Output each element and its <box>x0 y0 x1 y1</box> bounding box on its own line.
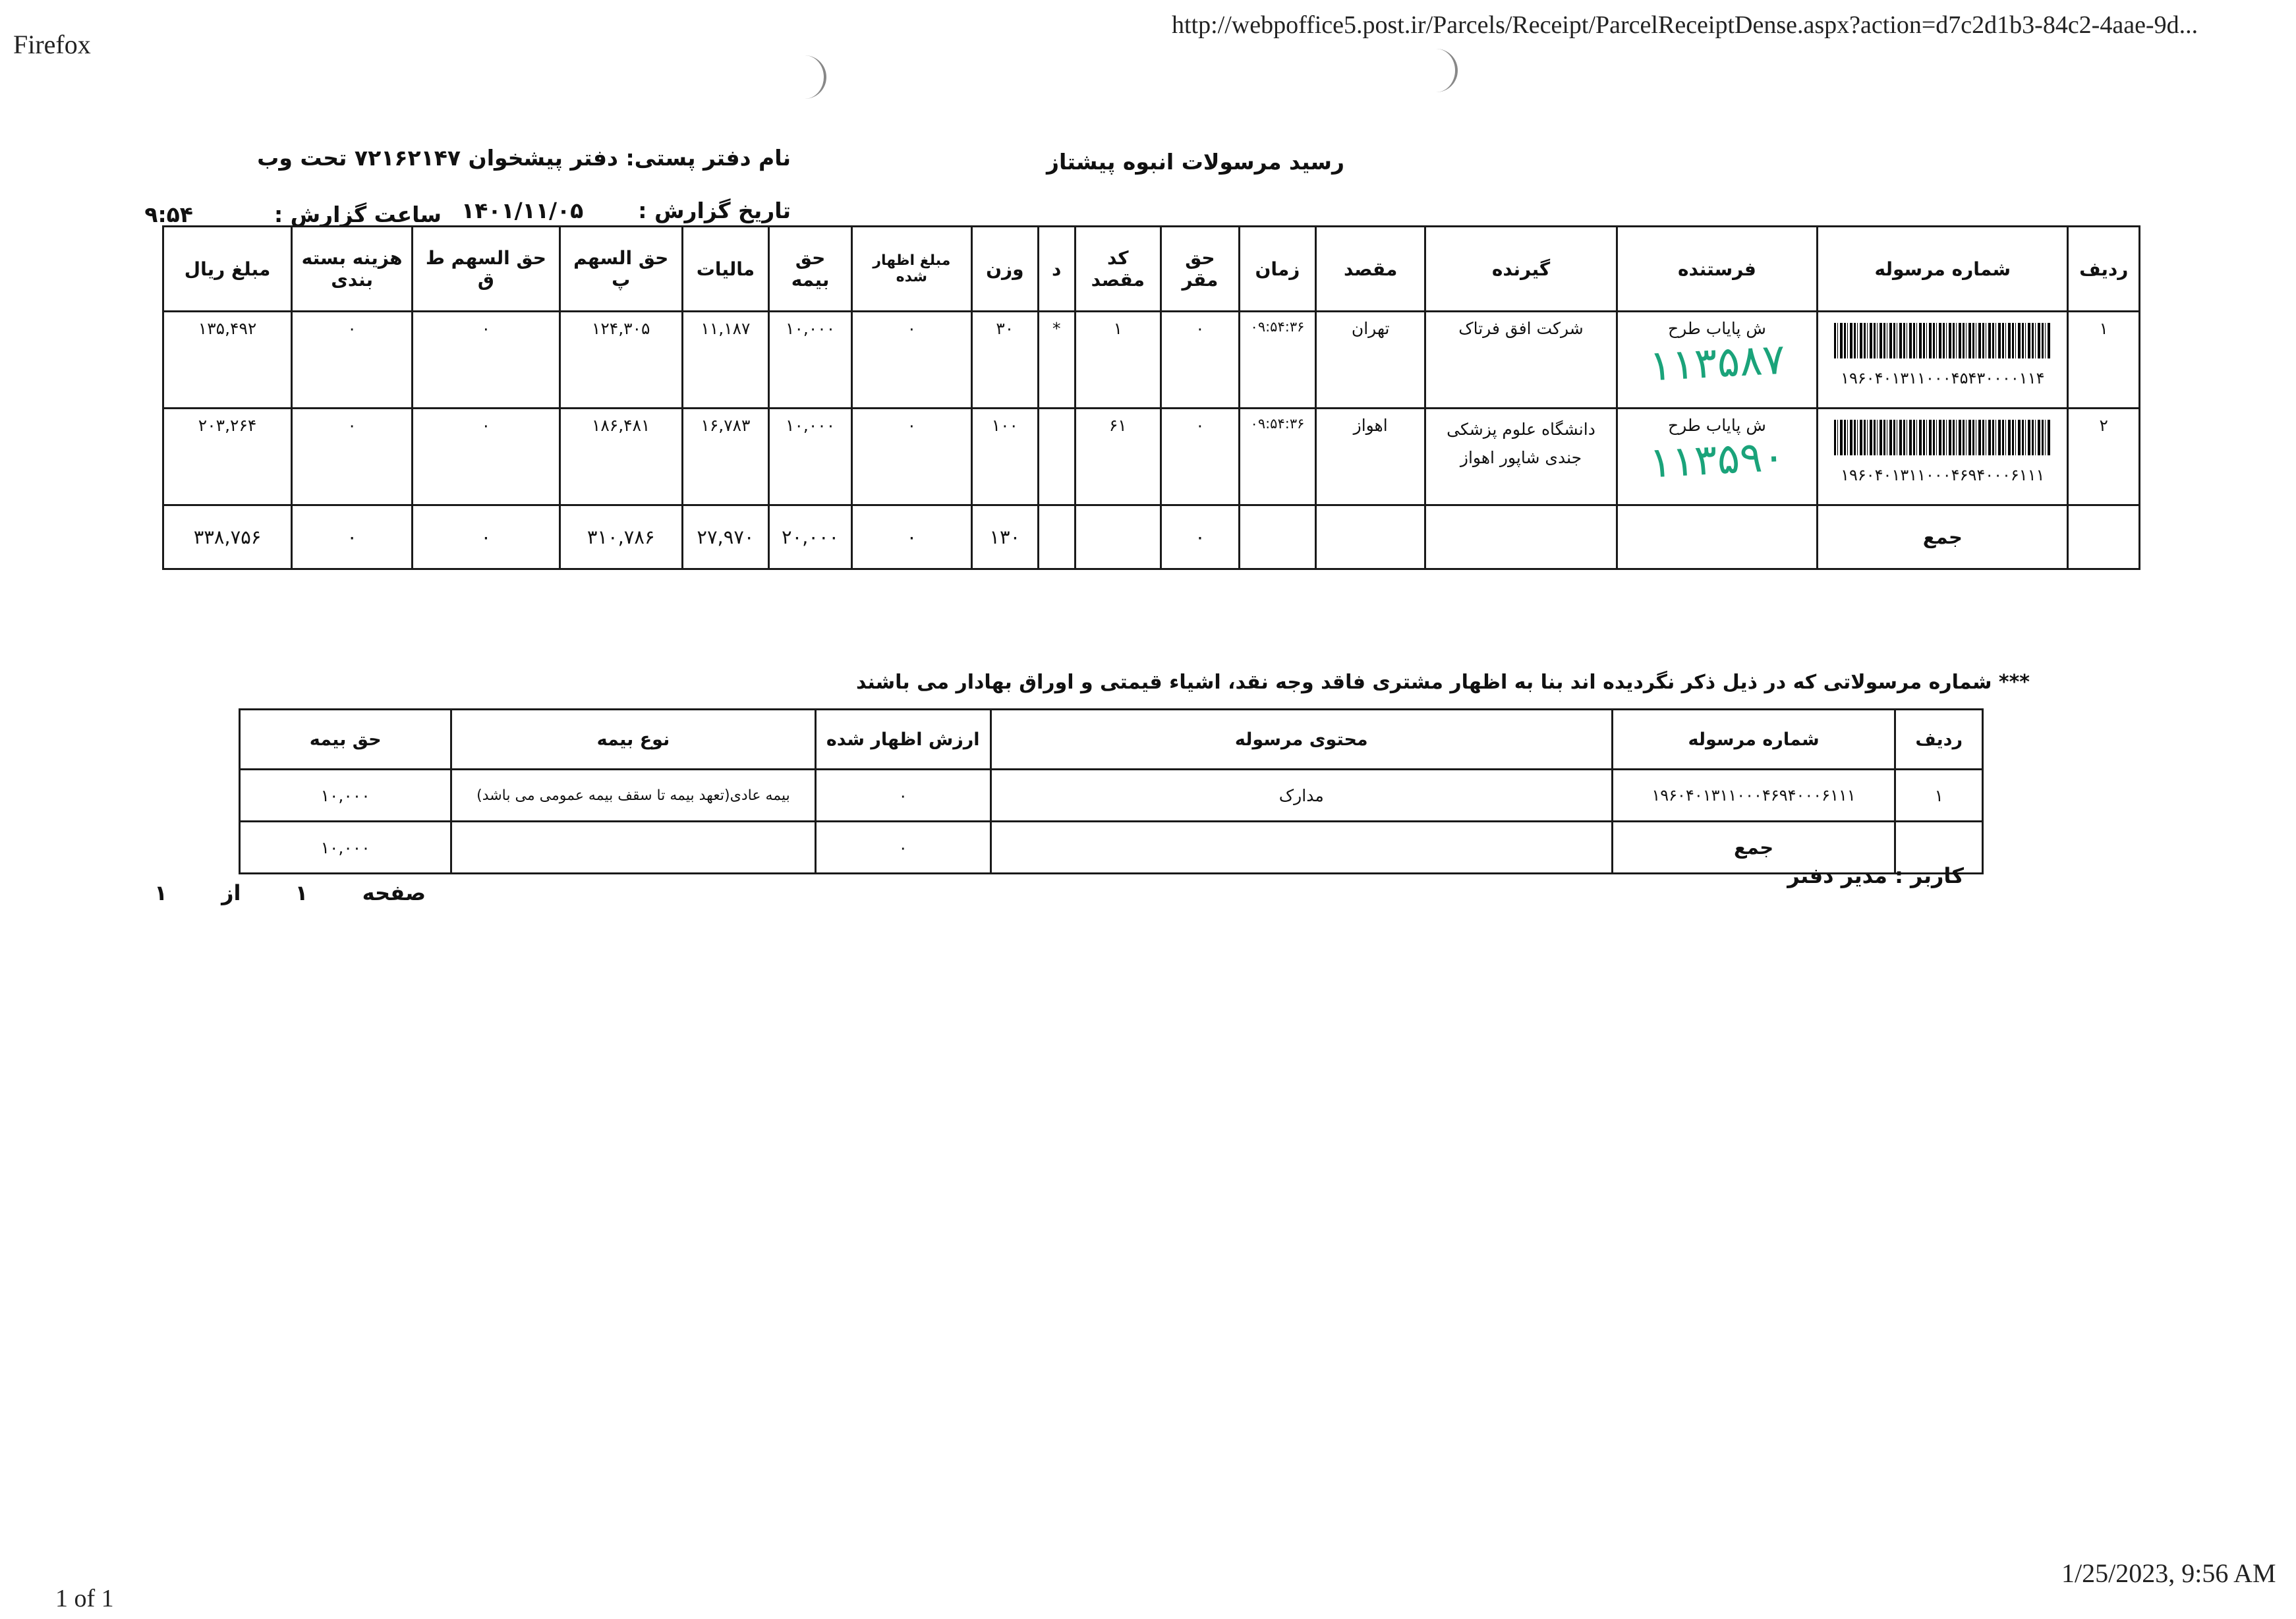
total-base-fee: ۰ <box>1161 505 1240 569</box>
browser-url: http://webpoffice5.post.ir/Parcels/Receipt/ParcelReceiptDense.aspx?action=d7c2d1b3-84c2-4aae-9d... <box>1172 11 2198 39</box>
insurance-table <box>239 708 1984 874</box>
user-label: کاربر : مدیر دفتر <box>1787 863 1964 888</box>
total-declared-value: ۰ <box>815 822 990 874</box>
d-flag <box>1038 409 1075 505</box>
scan-artifact <box>1429 49 1458 92</box>
col-header: مبلغ اظهار شده <box>852 227 972 312</box>
col-header: حق مقر <box>1161 227 1240 312</box>
total-weight: ۱۳۰ <box>971 505 1038 569</box>
insurance-fee: ۱۰,۰۰۰ <box>240 770 451 822</box>
row-number: ۱ <box>2068 312 2140 409</box>
report-date-label: تاریخ گزارش : <box>638 198 791 223</box>
insurance-table-header <box>240 710 1983 770</box>
row-number: ۱ <box>1895 770 1983 822</box>
declared-amount: ۰ <box>852 312 972 409</box>
parcel-number: ۱۹۶۰۴۰۱۳۱۱۰۰۰۴۵۴۳۰۰۰۰۱۱۴ <box>1841 369 2045 387</box>
time: ۰۹:۵۴:۳۶ <box>1239 409 1315 505</box>
base-fee: ۰ <box>1161 409 1240 505</box>
col-header: هزینه بسته بندی <box>292 227 413 312</box>
notice-text: *** شماره مرسولاتی که در ذیل ذکر نگردیده اند بنا به اظهار مشتری فاقد وجه نقد، اشیاء قیمتی و اوراق بهادار می باشند <box>856 671 2030 694</box>
col-header: حق السهم ط ق <box>413 227 560 312</box>
receipt-title-text: رسید مرسولات انبوه <box>1122 149 1344 175</box>
col-header: ارزش اظهار شده <box>815 710 990 770</box>
total-row <box>163 505 2140 569</box>
barcode <box>1834 323 2052 358</box>
share-tq: ۰ <box>413 312 560 409</box>
insurance-type: بیمه عادی(تعهد بیمه تا سقف بیمه عمومی می باشد) <box>451 770 815 822</box>
parcel-cell <box>1818 312 2068 409</box>
base-fee: ۰ <box>1161 312 1240 409</box>
handwritten-note: ۱۱۳۵۸۷ <box>1648 335 1787 391</box>
col-header: محتوی مرسوله <box>990 710 1612 770</box>
col-header: گیرنده <box>1425 227 1617 312</box>
destination: تهران <box>1316 312 1425 409</box>
total-amount-rial: ۳۳۸,۷۵۶ <box>163 505 292 569</box>
dest-code: ۶۱ <box>1075 409 1161 505</box>
print-datetime: 1/25/2023, 9:56 AM <box>2061 1558 2276 1588</box>
col-header: حق بیمه <box>769 227 852 312</box>
tax: ۱۱,۱۸۷ <box>682 312 768 409</box>
total-packaging-fee: ۰ <box>292 505 413 569</box>
parcel-cell <box>1818 409 2068 505</box>
insurance-fee: ۱۰,۰۰۰ <box>769 409 852 505</box>
col-header: شماره مرسوله <box>1612 710 1895 770</box>
empty-cell <box>1617 505 1817 569</box>
page-indicator <box>154 880 426 905</box>
col-header: ردیف <box>2068 227 2140 312</box>
empty-cell <box>1239 505 1315 569</box>
handwritten-note: ۱۱۳۵۹۰ <box>1648 432 1787 488</box>
empty-cell <box>1425 505 1617 569</box>
sender: ش پایاب طرح <box>1667 319 1766 338</box>
total-tax: ۲۷,۹۷۰ <box>682 505 768 569</box>
col-header: مبلغ ریال <box>163 227 292 312</box>
insurance-fee: ۱۰,۰۰۰ <box>769 312 852 409</box>
tax: ۱۶,۷۸۳ <box>682 409 768 505</box>
packaging-fee: ۰ <box>292 409 413 505</box>
empty-cell <box>2068 505 2140 569</box>
total-label: جمع <box>1818 505 2068 569</box>
col-header: وزن <box>971 227 1038 312</box>
sender: ش پایاب طرح <box>1667 416 1766 435</box>
total-insurance-fee: ۲۰,۰۰۰ <box>769 505 852 569</box>
parcel-content: مدارک <box>990 770 1612 822</box>
empty-cell <box>1075 505 1161 569</box>
empty-cell <box>990 822 1612 874</box>
report-date-value: ۱۴۰۱/۱۱/۰۵ <box>461 198 584 223</box>
destination: اهواز <box>1316 409 1425 505</box>
table-row <box>240 770 1983 822</box>
receiver: شرکت افق فرتاک <box>1425 312 1617 409</box>
total-share-tq: ۰ <box>413 505 560 569</box>
col-header: نوع بیمه <box>451 710 815 770</box>
receiver: دانشگاه علوم پزشکی جندی شاپور اهواز <box>1425 409 1617 505</box>
scan-artifact <box>797 55 826 99</box>
office-label: نام دفتر پستی: <box>625 145 791 171</box>
report-time-value: ۹:۵۴ <box>144 202 193 227</box>
empty-cell <box>451 822 815 874</box>
page-count: 1 of 1 <box>55 1585 114 1612</box>
receipt-title <box>1028 149 1344 175</box>
empty-cell <box>1316 505 1425 569</box>
row-number: ۲ <box>2068 409 2140 505</box>
share-tq: ۰ <box>413 409 560 505</box>
packaging-fee: ۰ <box>292 312 413 409</box>
col-header: حق بیمه <box>240 710 451 770</box>
parcel-number: ۱۹۶۰۴۰۱۳۱۱۰۰۰۴۶۹۴۰۰۰۶۱۱۱ <box>1841 466 2045 484</box>
d-flag: * <box>1038 312 1075 409</box>
report-time <box>144 202 442 227</box>
share-p: ۱۸۶,۴۸۱ <box>560 409 682 505</box>
col-header: مالیات <box>682 227 768 312</box>
total-declared-amount: ۰ <box>852 505 972 569</box>
amount-rial: ۲۰۳,۲۶۴ <box>163 409 292 505</box>
time: ۰۹:۵۴:۳۶ <box>1239 312 1315 409</box>
col-header: مقصد <box>1316 227 1425 312</box>
sender-cell <box>1617 409 1817 505</box>
receipt-table <box>162 225 2140 570</box>
service-type: پیشتاز <box>1047 149 1116 175</box>
receipt-table-header <box>163 227 2140 312</box>
office-name <box>257 145 791 171</box>
col-header: زمان <box>1239 227 1315 312</box>
col-header: د <box>1038 227 1075 312</box>
table-row <box>163 409 2140 505</box>
report-time-label: ساعت گزارش : <box>273 202 442 227</box>
empty-cell <box>1038 505 1075 569</box>
parcel-number: ۱۹۶۰۴۰۱۳۱۱۰۰۰۴۶۹۴۰۰۰۶۱۱۱ <box>1612 770 1895 822</box>
weight: ۱۰۰ <box>971 409 1038 505</box>
col-header: کد مقصد <box>1075 227 1161 312</box>
browser-app-name: Firefox <box>13 30 91 59</box>
weight: ۳۰ <box>971 312 1038 409</box>
page-of: از <box>221 880 241 905</box>
page-total: ۱ <box>154 880 167 905</box>
table-row <box>163 312 2140 409</box>
page-current: ۱ <box>295 880 308 905</box>
amount-rial: ۱۳۵,۴۹۲ <box>163 312 292 409</box>
col-header: شماره مرسوله <box>1818 227 2068 312</box>
page-label: صفحه <box>362 880 426 905</box>
report-date <box>461 198 791 223</box>
declared-amount: ۰ <box>852 409 972 505</box>
declared-value: ۰ <box>815 770 990 822</box>
total-label: جمع <box>1612 822 1895 874</box>
col-header: حق السهم پ <box>560 227 682 312</box>
col-header: ردیف <box>1895 710 1983 770</box>
share-p: ۱۲۴,۳۰۵ <box>560 312 682 409</box>
office-value: دفتر پیشخوان ۷۲۱۶۲۱۴۷ تحت وب <box>257 145 618 171</box>
sender-cell <box>1617 312 1817 409</box>
barcode <box>1834 420 2052 455</box>
total-insurance-fee: ۱۰,۰۰۰ <box>240 822 451 874</box>
dest-code: ۱ <box>1075 312 1161 409</box>
col-header: فرستنده <box>1617 227 1817 312</box>
total-share-p: ۳۱۰,۷۸۶ <box>560 505 682 569</box>
